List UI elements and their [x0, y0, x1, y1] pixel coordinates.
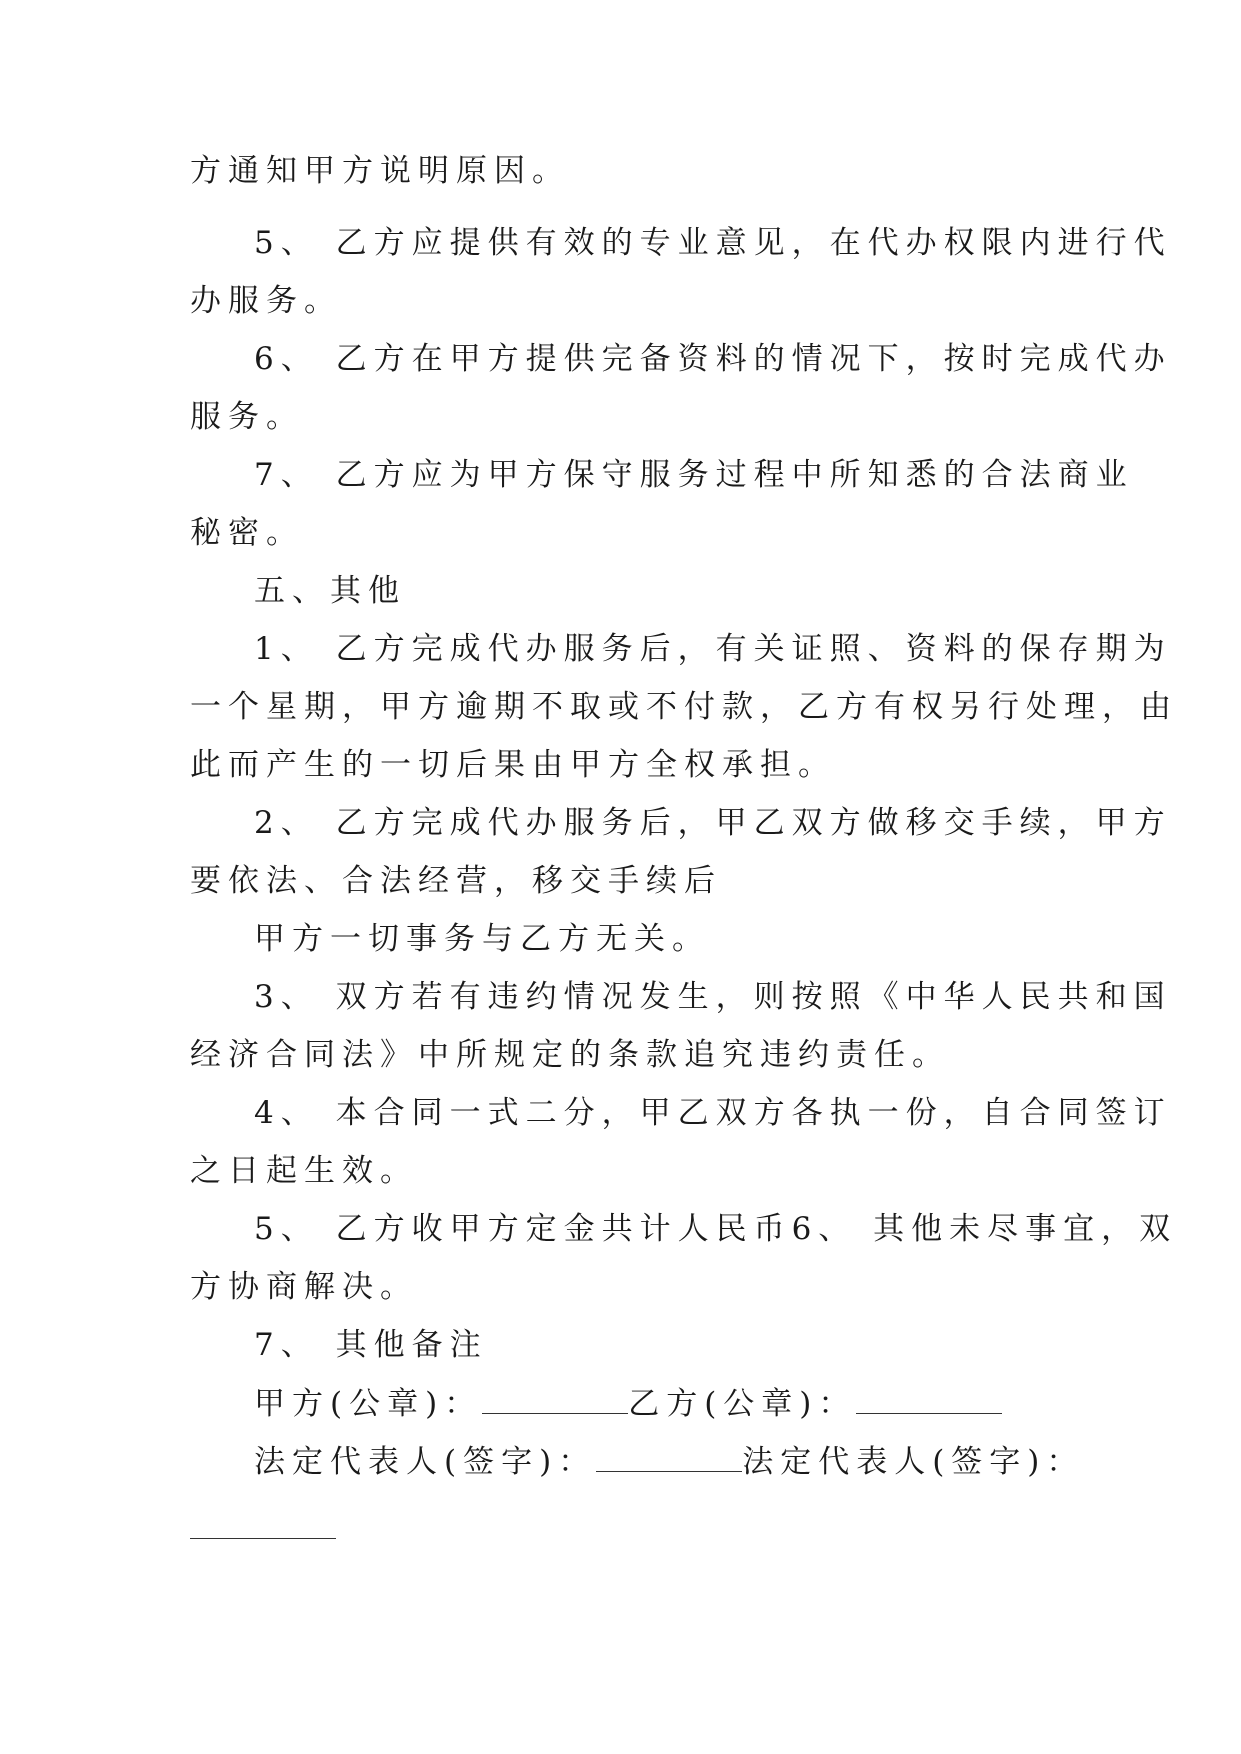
- party-b-rep-label: 法定代表人(签字)：: [742, 1444, 1085, 1480]
- clause-line: 3、 双方若有违约情况发生，则按照《中华人民共和国: [254, 979, 1172, 1015]
- body-line: 方通知甲方说明原因。: [190, 153, 570, 189]
- party-a-seal-blank[interactable]: [482, 1383, 628, 1414]
- party-b-rep-blank[interactable]: [190, 1538, 336, 1539]
- clause-line: 2、 乙方完成代办服务后，甲乙双方做移交手续，甲方: [254, 805, 1172, 841]
- clause-line: 5、 乙方应提供有效的专业意见，在代办权限内进行代: [254, 225, 1172, 261]
- clause-line: 1、 乙方完成代办服务后，有关证照、资料的保存期为: [254, 631, 1172, 667]
- body-line: 此而产生的一切后果由甲方全权承担。: [190, 747, 836, 783]
- section-heading: 五、其他: [254, 573, 406, 609]
- body-line: 秘密。: [190, 515, 304, 551]
- body-line: 办服务。: [190, 283, 342, 319]
- clause-line: 6、 乙方在甲方提供完备资料的情况下，按时完成代办: [254, 341, 1172, 377]
- party-b-seal-label: 乙方(公章)：: [628, 1386, 857, 1422]
- seal-signature-line: [254, 1383, 1002, 1424]
- body-line: 甲方一切事务与乙方无关。: [254, 921, 710, 957]
- body-line: 一个星期，甲方逾期不取或不付款，乙方有权另行处理，由: [190, 689, 1178, 725]
- body-line: 经济合同法》中所规定的条款追究违约责任。: [190, 1037, 950, 1073]
- body-line: 之日起生效。: [190, 1153, 418, 1189]
- body-line: 服务。: [190, 399, 304, 435]
- clause-line: 4、 本合同一式二分，甲乙双方各执一份，自合同签订: [254, 1095, 1172, 1131]
- party-b-seal-blank[interactable]: [856, 1383, 1002, 1414]
- body-line: 要依法、合法经营，移交手续后: [190, 863, 722, 899]
- body-line: 方协商解决。: [190, 1269, 418, 1305]
- clause-line: 5、 乙方收甲方定金共计人民币6、 其他未尽事宜，双: [254, 1211, 1178, 1247]
- party-a-rep-blank[interactable]: [596, 1441, 742, 1472]
- party-a-rep-label: 法定代表人(签字)：: [254, 1444, 597, 1480]
- representative-signature-line: [254, 1441, 1084, 1482]
- clause-line: 7、 其他备注: [254, 1327, 488, 1363]
- clause-line: 7、 乙方应为甲方保守服务过程中所知悉的合法商业: [254, 457, 1134, 493]
- party-a-seal-label: 甲方(公章)：: [254, 1386, 483, 1422]
